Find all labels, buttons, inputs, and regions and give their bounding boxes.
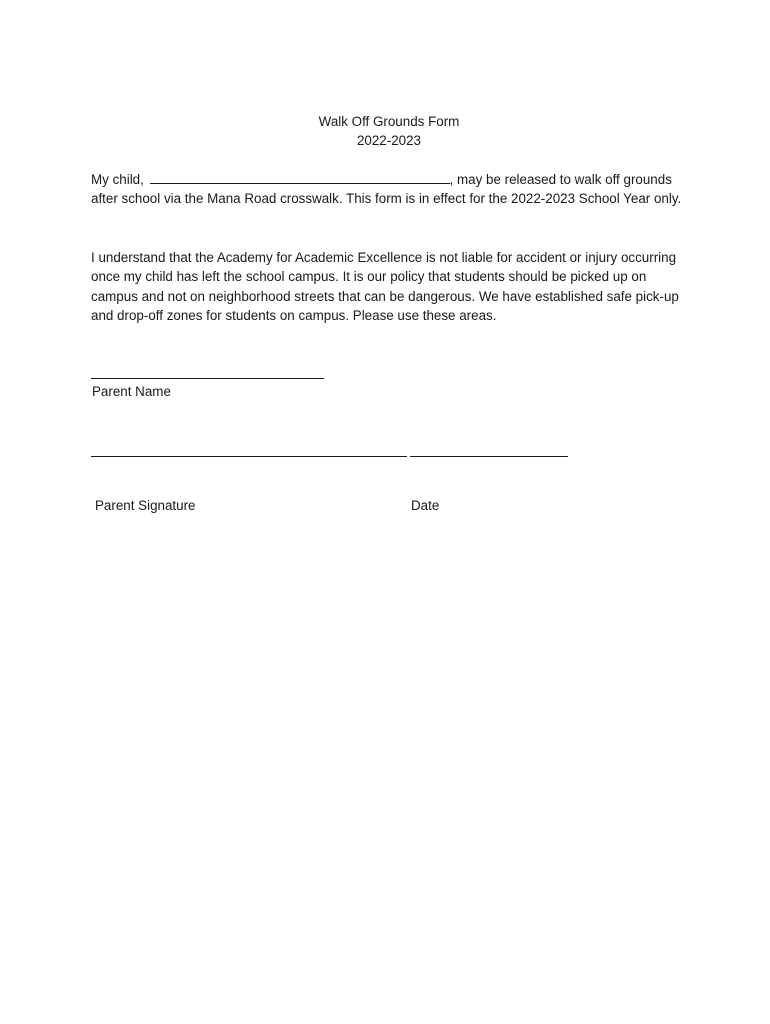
parent-signature-label: Parent Signature	[95, 498, 196, 513]
date-label: Date	[411, 498, 440, 513]
form-year: 2022-2023	[356, 133, 422, 148]
child-name-blank[interactable]	[150, 170, 450, 184]
date-line[interactable]	[410, 456, 568, 457]
parent-signature-line[interactable]	[91, 456, 407, 457]
form-title: Walk Off Grounds Form	[318, 114, 460, 129]
liability-paragraph: I understand that the Academy for Academic Excellence is not liable for accident or injury occurring once my child has left the school campus. It is our policy that students should be picked up on campus and not on neighborhood streets that can be dangerous. We have established safe pick-up and drop-off zones for students on campus. Please use these areas.	[91, 250, 679, 324]
release-lead: My child,	[91, 172, 144, 187]
parent-name-label: Parent Name	[92, 384, 171, 399]
release-paragraph	[91, 170, 691, 209]
release-text: , may be released to walk off grounds after school via the Mana Road crosswalk. This form is in effect for the 2022-2023 School Year only.	[91, 172, 682, 207]
parent-name-line[interactable]	[91, 378, 324, 379]
